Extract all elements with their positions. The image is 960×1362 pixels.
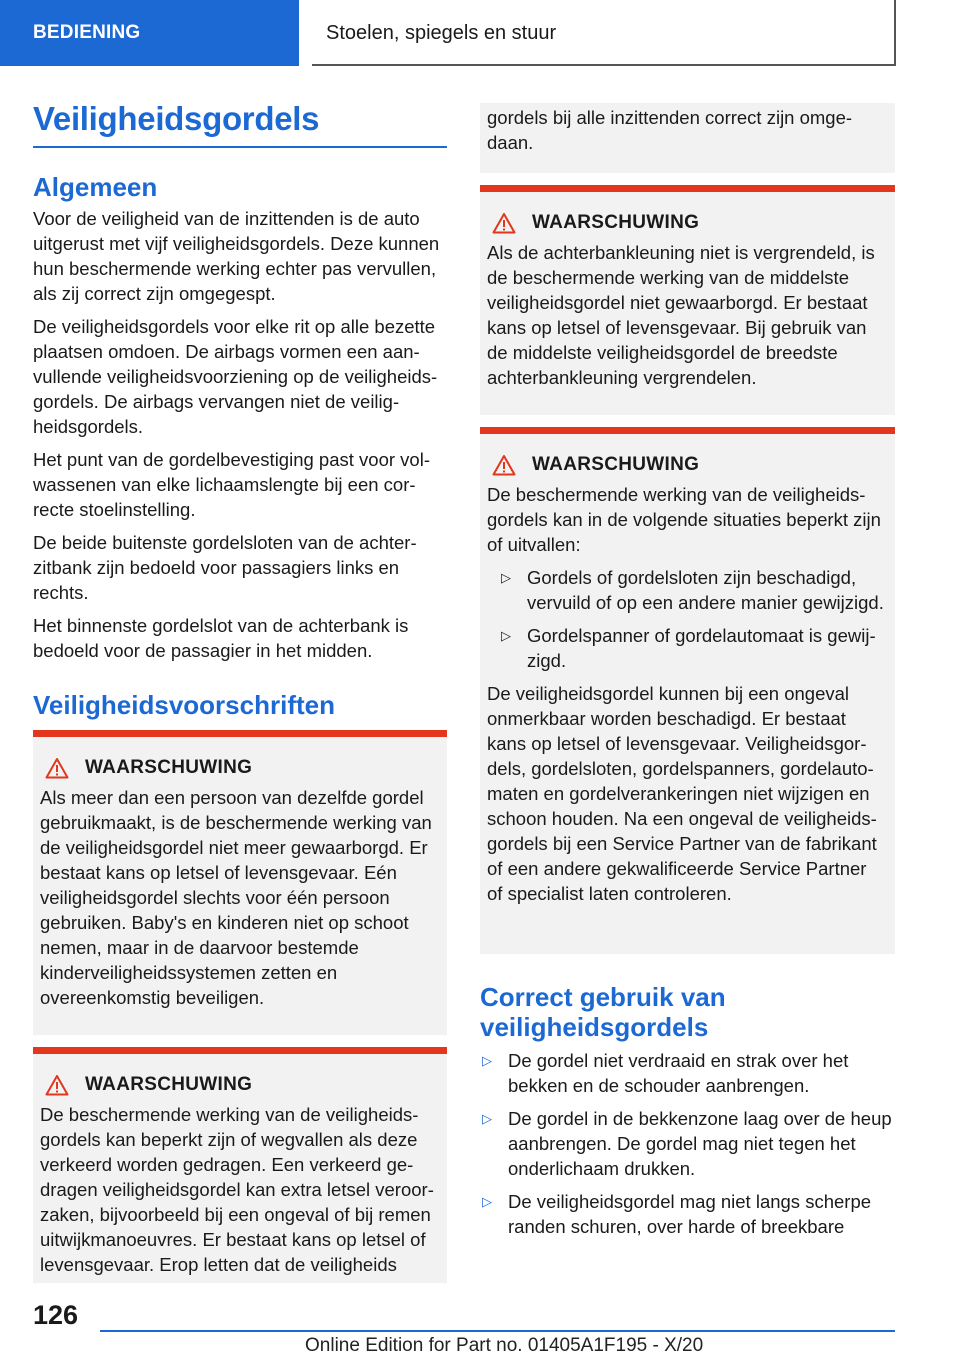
- warning-text: Als meer dan een persoon van dezelfde gordel gebruikmaakt, is de beschermende werking van de veiligheidsgordel niet meer gewaarborgd. Er bestaat kans op letsel of levensgevaar. Eén veiligheidsgordel slechts voor één persoon gebruiken. Baby's en kinderen niet op schoot nemen, maar in de daarvoor bestemde kinderveiligheidssystemen zetten en overeenkomstig beveiligen.: [40, 787, 432, 1008]
- list-item: [487, 623, 887, 673]
- footer-edition: Online Edition for Part no. 01405A1F195 - X/20: [305, 1335, 704, 1356]
- warning-title: [492, 454, 887, 476]
- triangle-bullet-icon: ▷: [482, 1111, 492, 1126]
- warning-title: [492, 212, 887, 234]
- title-rule: [33, 146, 447, 148]
- heading-voorschriften: Veiligheidsvoorschriften: [33, 690, 335, 720]
- warning-text: De beschermende werking van de veiligheidsgordels kan in de volgende situaties beperkt zijn of uitvallen:: [487, 484, 881, 555]
- heading-correct-gebruik: Correct gebruik van veiligheidsgordels: [480, 982, 726, 1042]
- warning-text: De beschermende werking van de veiligheidsgordels kan beperkt zijn of wegvallen als deze verkeerd worden gedragen. Een verkeerd gedragen veiligheidsgordel kan extra letsel veroorzaken, bijvoorbeeld bij een ongeval of bij remen uitwijkmanoeuvres. Er bestaat kans op letsel of levensgevaar. Erop letten dat de veiligheids: [40, 1104, 434, 1275]
- list-item: [480, 1106, 895, 1181]
- chapter-title: Stoelen, spiegels en stuur: [312, 0, 896, 66]
- warning-text: gordels bij alle inzittenden correct zijn omgedaan.: [487, 107, 853, 153]
- footer-rule: [100, 1330, 895, 1332]
- triangle-bullet-icon: ▷: [482, 1053, 492, 1068]
- triangle-bullet-icon: ▷: [501, 570, 511, 585]
- paragraph: Het punt van de gordelbevestiging past voor volwassenen van elke lichaamslengte bij een correcte stoelinstelling.: [33, 449, 430, 520]
- warning-title: [45, 1074, 439, 1096]
- warning-label: WAARSCHUWING: [532, 454, 700, 475]
- warning-box: [480, 185, 895, 415]
- correct-section: [480, 982, 895, 1239]
- warning-box: [480, 427, 895, 954]
- algemeen-section: [33, 172, 447, 663]
- triangle-bullet-icon: ▷: [482, 1194, 492, 1209]
- warning-triangle-icon: [492, 212, 516, 234]
- warning-text: De veiligheidsgordel kunnen bij een ongeval onmerkbaar worden beschadigd. Er bestaat kans op letsel of levensgevaar. Veiligheidsgordels, gordelsloten, gordelspanners, gordelautomaten en gordelverankeringen niet wijzigen en schoon houden. Na een ongeval de veiligheidsgordels bij een Service Partner van de fabrikant of een andere gekwalificeerde Service Partner of specialist laten controleren.: [487, 683, 877, 904]
- list-item: [480, 1189, 895, 1239]
- list-item: [480, 1048, 895, 1098]
- paragraph: Het binnenste gordelslot van de achterbank is bedoeld voor de passagier in het midden.: [33, 615, 409, 661]
- list-item-text: Gordelspanner of gordelautomaat is gewijzigd.: [527, 625, 876, 671]
- paragraph: De beide buitenste gordelsloten van de achterzitbank zijn bedoeld voor passagiers links en rechts.: [33, 532, 417, 603]
- warning-continuation: [480, 103, 895, 173]
- warning-triangle-icon: [45, 757, 69, 779]
- list-item-text: De veiligheidsgordel mag niet langs scherpe randen schuren, over harde of breekbare: [508, 1191, 872, 1237]
- triangle-bullet-icon: ▷: [501, 628, 511, 643]
- list-item: [487, 565, 887, 615]
- warning-label: WAARSCHUWING: [532, 212, 700, 233]
- heading-algemeen: Algemeen: [33, 172, 158, 202]
- page-title: Veiligheidsgordels: [33, 100, 320, 137]
- paragraph: De veiligheidsgordels voor elke rit op alle bezette plaatsen omdoen. De airbags vormen een aanvullende veiligheidsvoorziening op de veiligheidsgordels. De airbags vervangen niet de veiligheidsgordels.: [33, 316, 438, 437]
- list-item-text: De gordel niet verdraaid en strak over het bekken en de schouder aanbrengen.: [508, 1050, 849, 1096]
- page-number: 126: [33, 1300, 79, 1330]
- paragraph: Voor de veiligheid van de inzittenden is de auto uitgerust met vijf veiligheidsgordels. Deze kunnen hun beschermende werking echter pas vervullen, als zij correct zijn omgegespt.: [33, 208, 440, 304]
- warning-title: [45, 757, 439, 779]
- warning-label: WAARSCHUWING: [85, 1074, 253, 1095]
- warning-triangle-icon: [45, 1074, 69, 1096]
- warning-box: [33, 1047, 447, 1283]
- warning-label: WAARSCHUWING: [85, 757, 253, 778]
- warning-box: [33, 730, 447, 1035]
- list-item-text: De gordel in de bekkenzone laag over de heup aanbrengen. De gordel mag niet tegen het onderlichaam drukken.: [508, 1108, 892, 1179]
- warning-text: Als de achterbankleuning niet is vergrendeld, is de beschermende werking van de middelste veiligheidsgordel niet gewaarborgd. Er bestaat kans op letsel of levensgevaar. Bij gebruik van de middelste veiligheidsgordel de breedste achterbankleuning vergrendelen.: [487, 242, 875, 388]
- list-item-text: Gordels of gordelsloten zijn beschadigd, vervuild of op een andere manier gewijzigd.: [527, 567, 884, 613]
- section-tab: BEDIENING: [0, 0, 299, 66]
- warning-triangle-icon: [492, 454, 516, 476]
